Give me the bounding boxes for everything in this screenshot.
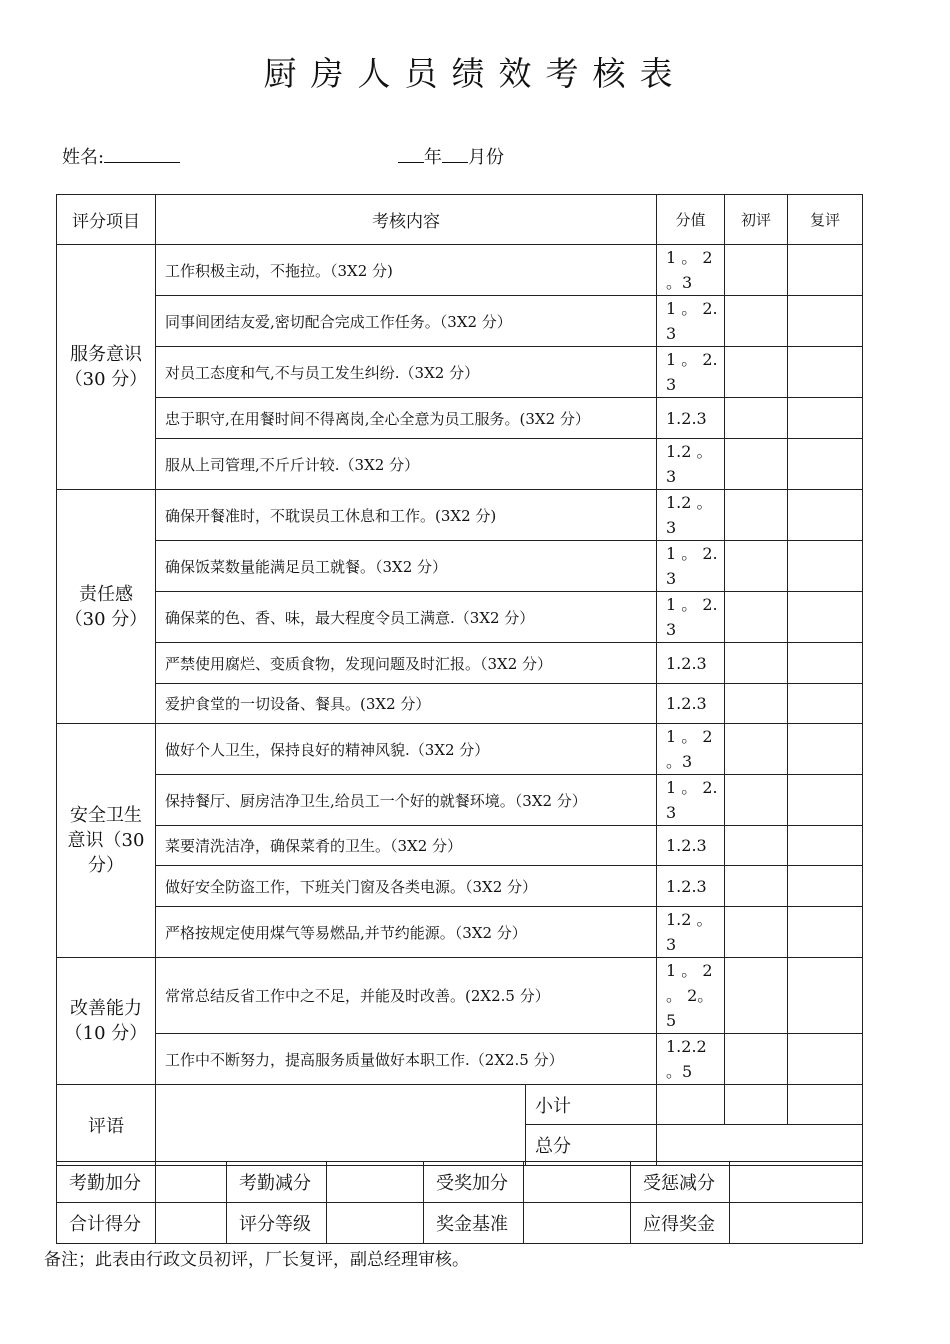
second-review-cell[interactable] <box>788 958 863 1034</box>
category-improvement: 改善能力（10 分） <box>57 958 156 1085</box>
second-review-cell[interactable] <box>788 541 863 592</box>
second-review-cell[interactable] <box>788 907 863 958</box>
first-review-cell[interactable] <box>725 775 788 826</box>
first-review-cell[interactable] <box>725 245 788 296</box>
second-review-cell[interactable] <box>788 439 863 490</box>
criterion-score: 1.2 。3 <box>657 490 725 541</box>
attendance-deduction-label: 考勤减分 <box>227 1162 327 1203</box>
criterion-content: 确保菜的色、香、味，最大程度令员工满意.（3X2 分） <box>156 592 657 643</box>
table-row <box>57 907 863 958</box>
table-row <box>57 439 863 490</box>
criterion-score: 1 。 2 。 2。5 <box>657 958 725 1034</box>
table-row <box>57 1034 863 1085</box>
criterion-content: 严禁使用腐烂、变质食物，发现问题及时汇报。（3X2 分） <box>156 643 657 684</box>
header-second-review: 复评 <box>788 195 863 245</box>
page-title: 厨房人员绩效考核表 <box>263 54 687 93</box>
first-review-cell[interactable] <box>725 907 788 958</box>
criterion-score: 1 。 2.3 <box>657 775 725 826</box>
grade-label: 评分等级 <box>227 1203 327 1244</box>
subtotal-row <box>57 1085 863 1125</box>
category-responsibility: 责任感（30 分） <box>57 490 156 724</box>
second-review-cell[interactable] <box>788 347 863 398</box>
criterion-content: 做好个人卫生，保持良好的精神风貌.（3X2 分） <box>156 724 657 775</box>
criterion-content: 服从上司管理,不斤斤计较.（3X2 分） <box>156 439 657 490</box>
criterion-content: 工作中不断努力，提高服务质量做好本职工作.（2X2.5 分） <box>156 1034 657 1085</box>
second-review-cell[interactable] <box>788 296 863 347</box>
criterion-score: 1 。 2.3 <box>657 541 725 592</box>
table-row <box>57 347 863 398</box>
table-row <box>57 724 863 775</box>
total-score-label: 合计得分 <box>57 1203 156 1244</box>
criterion-content: 做好安全防盗工作，下班关门窗及各类电源。（3X2 分） <box>156 866 657 907</box>
table-row <box>57 958 863 1034</box>
due-bonus-label: 应得奖金 <box>631 1203 730 1244</box>
subtotal-first-review[interactable] <box>725 1085 788 1125</box>
first-review-cell[interactable] <box>725 398 788 439</box>
criterion-content: 保持餐厅、厨房洁净卫生,给员工一个好的就餐环境。（3X2 分） <box>156 775 657 826</box>
second-review-cell[interactable] <box>788 592 863 643</box>
penalty-deduction-label: 受惩减分 <box>631 1162 730 1203</box>
criterion-content: 严格按规定使用煤气等易燃品,并节约能源。（3X2 分） <box>156 907 657 958</box>
second-review-cell[interactable] <box>788 245 863 296</box>
table-row <box>57 592 863 643</box>
table-row <box>57 826 863 866</box>
bonus-base-label: 奖金基准 <box>424 1203 524 1244</box>
subtotal-label: 小计 <box>526 1085 657 1125</box>
header-score: 分值 <box>657 195 725 245</box>
grade-value[interactable] <box>327 1203 424 1244</box>
table-row <box>57 643 863 684</box>
header-content: 考核内容 <box>156 195 657 245</box>
first-review-cell[interactable] <box>725 1034 788 1085</box>
total-score-value[interactable] <box>156 1203 227 1244</box>
footer-row-2 <box>57 1203 863 1244</box>
second-review-cell[interactable] <box>788 684 863 724</box>
first-review-cell[interactable] <box>725 724 788 775</box>
criterion-score: 1.2.3 <box>657 866 725 907</box>
total-value[interactable] <box>657 1125 863 1166</box>
second-review-cell[interactable] <box>788 826 863 866</box>
table-row <box>57 684 863 724</box>
attendance-deduction-value[interactable] <box>327 1162 424 1203</box>
name-label: 姓名: <box>62 147 105 168</box>
criterion-score: 1 。 2.3 <box>657 296 725 347</box>
footer-row-1 <box>57 1162 863 1203</box>
date-line <box>398 143 504 169</box>
criterion-content: 常常总结反省工作中之不足，并能及时改善。(2X2.5 分） <box>156 958 657 1034</box>
subtotal-second-review[interactable] <box>788 1085 863 1125</box>
header-first-review: 初评 <box>725 195 788 245</box>
criterion-content: 对员工态度和气,不与员工发生纠纷.（3X2 分） <box>156 347 657 398</box>
attendance-bonus-label: 考勤加分 <box>57 1162 156 1203</box>
category-safety-hygiene: 安全卫生意识（30 分） <box>57 724 156 958</box>
criterion-score: 1.2.3 <box>657 643 725 684</box>
criterion-score: 1 。 2 。3 <box>657 245 725 296</box>
table-row <box>57 541 863 592</box>
name-field[interactable] <box>104 145 180 163</box>
second-review-cell[interactable] <box>788 490 863 541</box>
criterion-content: 菜要清洗洁净，确保菜肴的卫生。（3X2 分） <box>156 826 657 866</box>
table-header-row <box>57 195 863 245</box>
criterion-score: 1 。 2.3 <box>657 592 725 643</box>
criterion-score: 1.2 。3 <box>657 439 725 490</box>
first-review-cell[interactable] <box>725 684 788 724</box>
comments-field[interactable] <box>156 1085 526 1166</box>
first-review-cell[interactable] <box>725 490 788 541</box>
criterion-score: 1.2 。3 <box>657 907 725 958</box>
total-label: 总分 <box>526 1125 657 1166</box>
table-row <box>57 866 863 907</box>
first-review-cell[interactable] <box>725 541 788 592</box>
second-review-cell[interactable] <box>788 398 863 439</box>
first-review-cell[interactable] <box>725 439 788 490</box>
first-review-cell[interactable] <box>725 296 788 347</box>
award-bonus-label: 受奖加分 <box>424 1162 524 1203</box>
comments-label: 评语 <box>57 1085 156 1166</box>
criterion-score: 1.2.2 。5 <box>657 1034 725 1085</box>
criterion-content: 爱护食堂的一切设备、餐具。(3X2 分） <box>156 684 657 724</box>
second-review-cell[interactable] <box>788 643 863 684</box>
name-line <box>62 143 180 169</box>
table-row <box>57 775 863 826</box>
criterion-score: 1.2.3 <box>657 684 725 724</box>
due-bonus-value[interactable] <box>730 1203 863 1244</box>
first-review-cell[interactable] <box>725 643 788 684</box>
criterion-score: 1.2.3 <box>657 398 725 439</box>
criterion-content: 同事间团结友爱,密切配合完成工作任务。（3X2 分） <box>156 296 657 347</box>
first-review-cell[interactable] <box>725 592 788 643</box>
second-review-cell[interactable] <box>788 1034 863 1085</box>
criterion-content: 忠于职守,在用餐时间不得离岗,全心全意为员工服务。(3X2 分） <box>156 398 657 439</box>
criterion-score: 1.2.3 <box>657 826 725 866</box>
table-row <box>57 490 863 541</box>
bonus-base-value[interactable] <box>524 1203 631 1244</box>
criterion-score: 1 。 2.3 <box>657 347 725 398</box>
award-bonus-value[interactable] <box>524 1162 631 1203</box>
first-review-cell[interactable] <box>725 866 788 907</box>
criterion-score: 1 。 2 。3 <box>657 724 725 775</box>
second-review-cell[interactable] <box>788 724 863 775</box>
first-review-cell[interactable] <box>725 826 788 866</box>
attendance-bonus-value[interactable] <box>156 1162 227 1203</box>
table-row <box>57 296 863 347</box>
second-review-cell[interactable] <box>788 866 863 907</box>
criterion-content: 确保饭菜数量能满足员工就餐。（3X2 分） <box>156 541 657 592</box>
year-field[interactable] <box>398 145 424 163</box>
first-review-cell[interactable] <box>725 958 788 1034</box>
evaluation-table <box>56 194 863 1166</box>
year-label: 年 <box>424 147 442 168</box>
subtotal-score[interactable] <box>657 1085 725 1125</box>
criterion-content: 工作积极主动，不拖拉。（3X2 分) <box>156 245 657 296</box>
first-review-cell[interactable] <box>725 347 788 398</box>
header-category: 评分项目 <box>57 195 156 245</box>
table-row <box>57 398 863 439</box>
month-label: 月份 <box>468 147 504 168</box>
footer-table <box>56 1161 863 1244</box>
criterion-content: 确保开餐准时，不耽误员工休息和工作。(3X2 分) <box>156 490 657 541</box>
footer-note: 备注；此表由行政文员初评，厂长复评，副总经理审核。 <box>44 1250 469 1270</box>
month-field[interactable] <box>442 145 468 163</box>
second-review-cell[interactable] <box>788 775 863 826</box>
category-service: 服务意识（30 分） <box>57 245 156 490</box>
penalty-deduction-value[interactable] <box>730 1162 863 1203</box>
table-row <box>57 245 863 296</box>
